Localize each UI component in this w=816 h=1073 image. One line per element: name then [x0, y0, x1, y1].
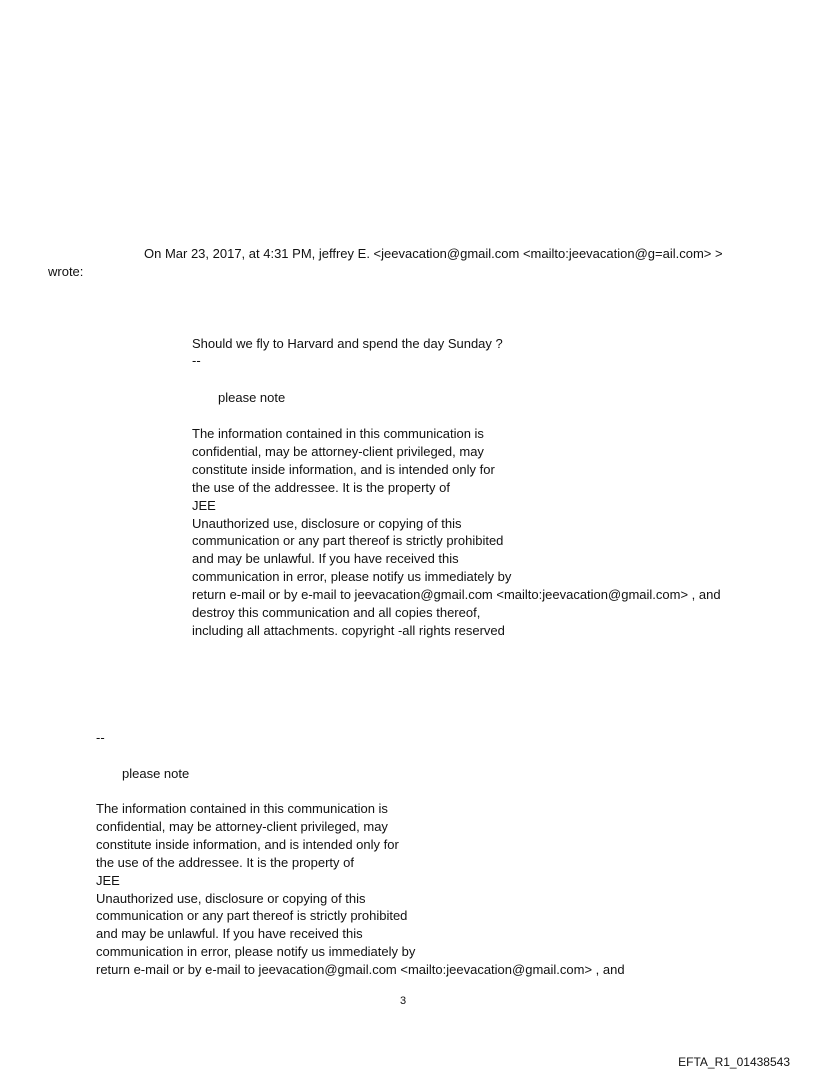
quoted-note-heading: please note	[218, 390, 286, 405]
disclaimer-line: the use of the addressee. It is the property of	[192, 479, 450, 495]
outer-disclaimer	[96, 800, 625, 979]
reply-header-line: On Mar 23, 2017, at 4:31 PM, jeffrey E. <jeevacation@gmail.com <mailto:jeevacation@g=ail.com> >	[144, 246, 723, 261]
page-number: 3	[400, 995, 407, 1007]
disclaimer-line: The information contained in this communication is	[96, 801, 388, 816]
disclaimer-line: and may be unlawful. If you have received this	[96, 926, 363, 942]
disclaimer-line: communication in error, please notify us immediately by	[96, 944, 416, 960]
outer-note-heading: please note	[122, 766, 190, 781]
quoted-signature-separator: --	[192, 353, 201, 368]
disclaimer-line: confidential, may be attorney-client privileged, may	[192, 443, 484, 459]
disclaimer-line: communication in error, please notify us immediately by	[192, 569, 512, 585]
disclaimer-line: constitute inside information, and is intended only for	[96, 836, 399, 852]
disclaimer-line: destroy this communication and all copies thereof,	[192, 605, 481, 621]
disclaimer-line: JEE	[192, 497, 216, 513]
disclaimer-line: the use of the addressee. It is the property of	[96, 854, 354, 870]
disclaimer-line: constitute inside information, and is intended only for	[192, 461, 495, 477]
disclaimer-line: return e-mail or by e-mail to jeevacation@gmail.com <mailto:jeevacation@gmail.com> , and	[96, 962, 625, 978]
quoted-disclaimer	[192, 425, 721, 640]
disclaimer-line: Unauthorized use, disclosure or copying of this	[96, 890, 366, 906]
disclaimer-line: confidential, may be attorney-client privileged, may	[96, 818, 388, 834]
quoted-message-body: Should we fly to Harvard and spend the day Sunday ?	[192, 336, 503, 351]
outer-signature-separator: --	[96, 730, 105, 745]
disclaimer-line: return e-mail or by e-mail to jeevacation@gmail.com <mailto:jeevacation@gmail.com> , and	[192, 587, 721, 603]
disclaimer-line: Unauthorized use, disclosure or copying of this	[192, 515, 462, 531]
disclaimer-line: communication or any part thereof is strictly prohibited	[192, 533, 504, 549]
reply-header-wrote: wrote:	[48, 264, 84, 279]
disclaimer-line: and may be unlawful. If you have received this	[192, 551, 459, 567]
disclaimer-line: The information contained in this communication is	[192, 426, 484, 441]
document-id: EFTA_R1_01438543	[678, 1055, 790, 1069]
disclaimer-line: communication or any part thereof is strictly prohibited	[96, 908, 408, 924]
disclaimer-line: JEE	[96, 872, 120, 888]
disclaimer-line: including all attachments. copyright -all rights reserved	[192, 622, 505, 638]
